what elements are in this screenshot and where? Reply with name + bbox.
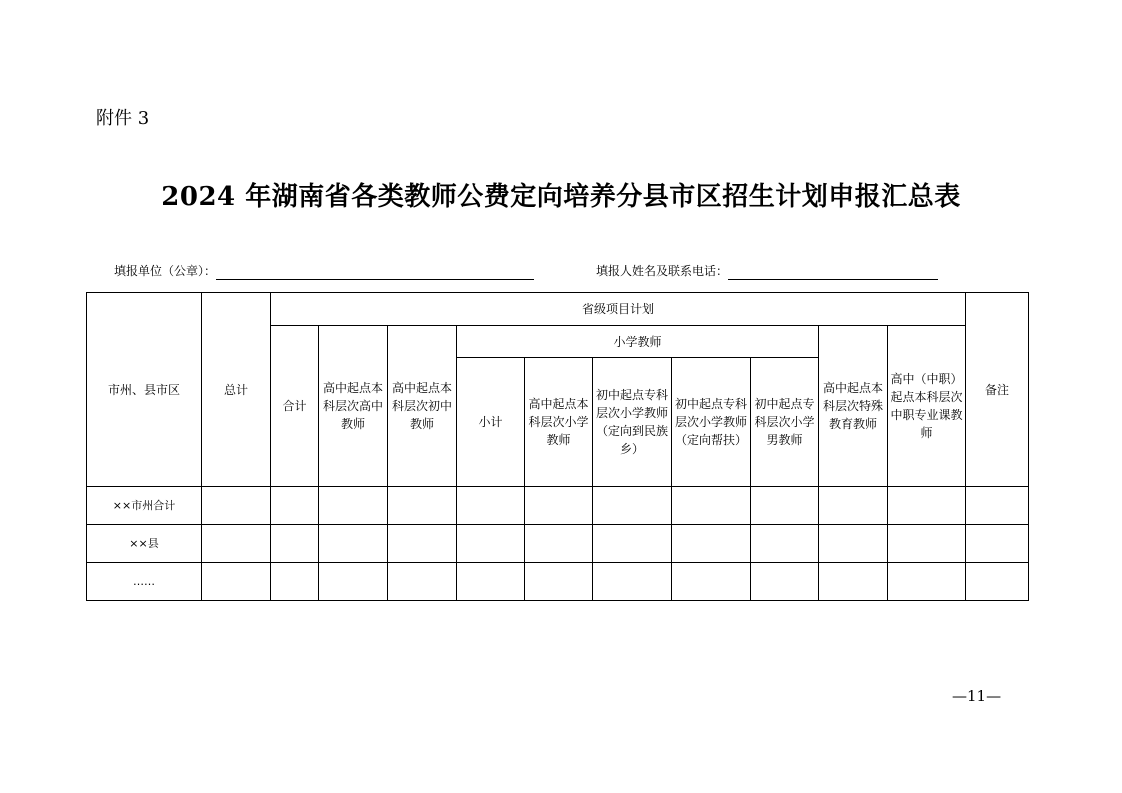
table-cell[interactable]	[457, 563, 525, 601]
header-hs-bachelor-primary: 高中起点本科层次小学教师	[525, 358, 593, 487]
table-cell[interactable]	[388, 487, 457, 525]
table-cell[interactable]	[593, 525, 672, 563]
table-cell[interactable]	[202, 525, 271, 563]
header-primary-subtotal: 小计	[457, 358, 525, 487]
table-cell[interactable]	[525, 487, 593, 525]
table-cell[interactable]	[888, 525, 966, 563]
table-cell[interactable]	[271, 487, 319, 525]
table-cell[interactable]	[319, 563, 388, 601]
row-label: ……	[87, 563, 202, 601]
table-cell[interactable]	[271, 563, 319, 601]
header-hs-bachelor-hs-teacher: 高中起点本科层次高中教师	[319, 326, 388, 487]
document-title: 2024 年湖南省各类教师公费定向培养分县市区招生计划申报汇总表	[161, 182, 961, 212]
table-cell[interactable]	[271, 525, 319, 563]
table-row	[87, 525, 1029, 563]
plan-table	[86, 292, 1029, 601]
header-jhs-college-primary-ethnic: 初中起点专科层次小学教师（定向到民族乡）	[593, 358, 672, 487]
row-label: ××县	[87, 525, 202, 563]
table-cell[interactable]	[672, 525, 751, 563]
header-provincial-plan: 省级项目计划	[271, 293, 966, 326]
page-number: —11—	[952, 687, 1002, 705]
table-cell[interactable]	[593, 487, 672, 525]
table-cell[interactable]	[457, 487, 525, 525]
table-cell[interactable]	[751, 487, 819, 525]
table-row	[87, 563, 1029, 601]
table-cell[interactable]	[819, 487, 888, 525]
table-cell[interactable]	[888, 487, 966, 525]
table-cell[interactable]	[966, 563, 1029, 601]
table-cell[interactable]	[888, 563, 966, 601]
table-cell[interactable]	[525, 525, 593, 563]
table-cell[interactable]	[819, 525, 888, 563]
table-cell[interactable]	[319, 525, 388, 563]
table-cell[interactable]	[457, 525, 525, 563]
table-cell[interactable]	[751, 525, 819, 563]
table-cell[interactable]	[966, 487, 1029, 525]
table-cell[interactable]	[388, 563, 457, 601]
header-special-ed-teacher: 高中起点本科层次特殊教育教师	[819, 326, 888, 487]
table-cell[interactable]	[593, 563, 672, 601]
fill-unit-blank[interactable]	[216, 265, 534, 280]
table-cell[interactable]	[319, 487, 388, 525]
table-cell[interactable]	[672, 487, 751, 525]
table-cell[interactable]	[751, 563, 819, 601]
table-cell[interactable]	[202, 563, 271, 601]
header-vocational-teacher: 高中（中职）起点本科层次中职专业课教师	[888, 326, 966, 487]
fill-contact-blank[interactable]	[728, 265, 938, 280]
table-cell[interactable]	[388, 525, 457, 563]
table-cell[interactable]	[202, 487, 271, 525]
header-hs-bachelor-jhs-teacher: 高中起点本科层次初中教师	[388, 326, 457, 487]
header-jhs-college-primary-male: 初中起点专科层次小学男教师	[751, 358, 819, 487]
header-primary-teacher: 小学教师	[457, 326, 819, 358]
row-label: ××市州合计	[87, 487, 202, 525]
header-region: 市州、县市区	[87, 293, 202, 487]
table-cell[interactable]	[672, 563, 751, 601]
table-cell[interactable]	[525, 563, 593, 601]
header-sum: 合计	[271, 326, 319, 487]
fill-unit-row	[114, 262, 534, 280]
header-remarks: 备注	[966, 293, 1029, 487]
fill-contact-label: 填报人姓名及联系电话：	[596, 264, 729, 278]
table-cell[interactable]	[966, 525, 1029, 563]
header-jhs-college-primary-support: 初中起点专科层次小学教师（定向帮扶）	[672, 358, 751, 487]
attachment-label: 附件 3	[96, 108, 150, 129]
fill-contact-row	[596, 262, 938, 280]
header-row-1	[87, 293, 1029, 326]
fill-unit-label: 填报单位（公章）：	[114, 264, 217, 278]
header-total: 总计	[202, 293, 271, 487]
table-row	[87, 487, 1029, 525]
table-cell[interactable]	[819, 563, 888, 601]
